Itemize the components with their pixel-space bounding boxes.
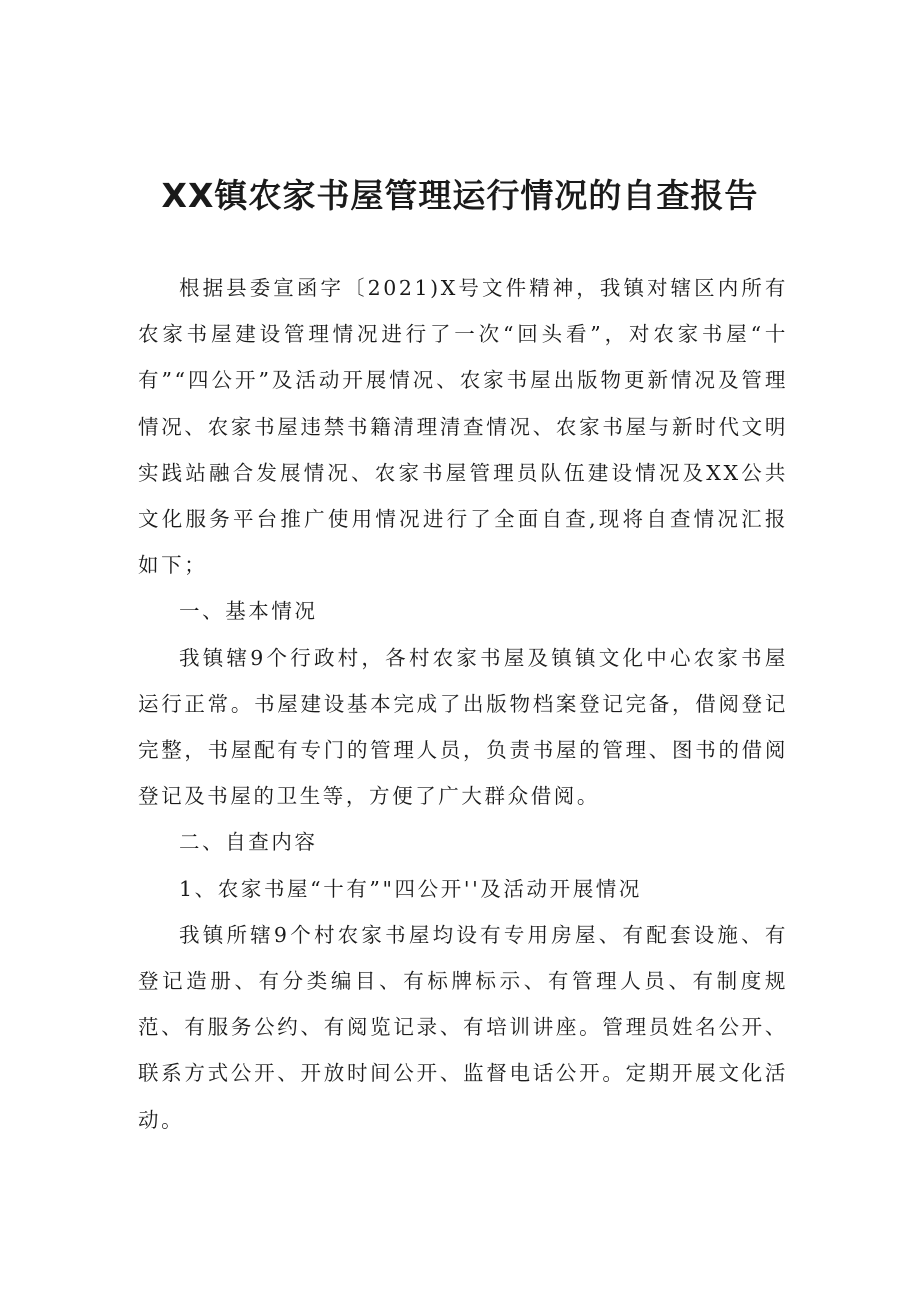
paragraph-basic: 我镇辖9个行政村，各村农家书屋及镇镇文化中心农家书屋运行正常。书屋建设基本完成了出版物档案登记完备，借阅登记完整，书屋配有专门的管理人员，负责书屋的管理、图书的借阅登记及书屋的卫生等，方便了广大群众借阅。 (138, 645, 788, 809)
document-body (138, 265, 788, 1143)
paragraph-subsection-1: 我镇所辖9个村农家书屋均设有专用房屋、有配套设施、有登记造册、有分类编目、有标牌标示、有管理人员、有制度规范、有服务公约、有阅览记录、有培训讲座。管理员姓名公开、联系方式公开、开放时间公开、监督电话公开。定期开展文化活动。 (138, 922, 788, 1132)
subsection-heading-1: 1、农家书屋“十有”"四公开''及活动开展情况 (179, 876, 643, 901)
section-heading-basic: 一、基本情况 (179, 599, 318, 624)
paragraph-intro: 根据县委宣函字〔2021)X号文件精神，我镇对辖区内所有农家书屋建设管理情况进行了一次“回头看”，对农家书屋“十有”“四公开”及活动开展情况、农家书屋出版物更新情况及管理情况、农家书屋违禁书籍清理清查情况、农家书屋与新时代文明实践站融合发展情况、农家书屋管理员队伍建设情况及XX公共文化服务平台推广使用情况进行了全面自查,现将自查情况汇报如下； (138, 276, 788, 578)
section-heading-selfcheck: 二、自查内容 (179, 830, 318, 855)
document-title: XX镇农家书屋管理运行情况的自查报告 (161, 176, 759, 215)
